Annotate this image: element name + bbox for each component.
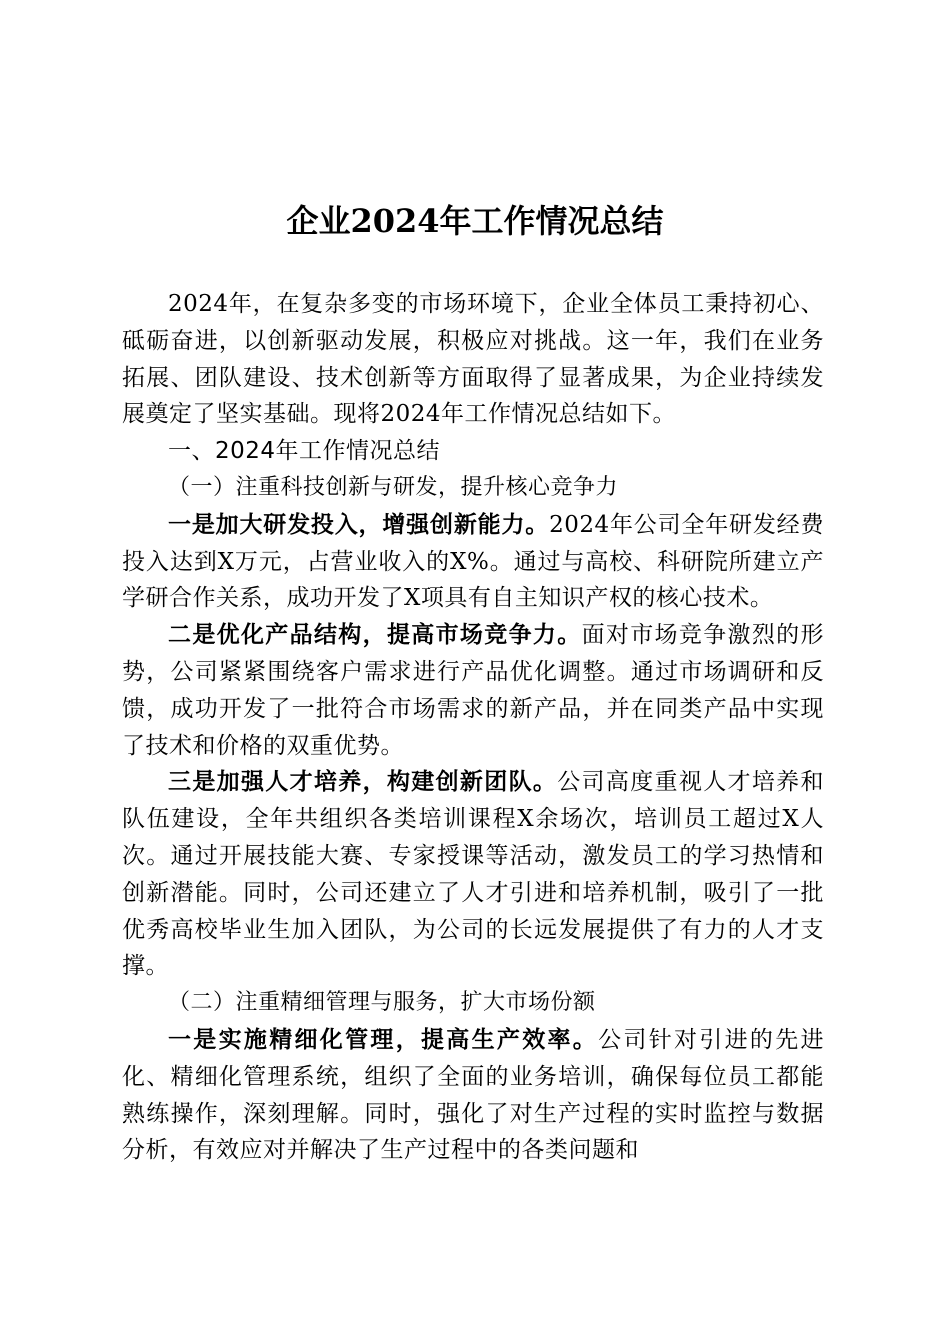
body-paragraph [122,617,824,764]
paragraph-lead: 二是优化产品结构，提高市场竞争力。 [168,622,582,649]
paragraph-lead: 一是加大研发投入，增强创新能力。 [168,511,550,538]
paragraph-text: 面对市场竞争激烈的形势，公司紧紧围绕客户需求进行产品优化调整。通过市场调研和反馈，成功开发了一批符合市场需求的新产品，并在同类产品中实现了技术和价格的双重优势。 [122,622,825,759]
intro-paragraph: 2024年，在复杂多变的市场环境下，企业全体员工秉持初心、砥砺奋进，以创新驱动发展，积极应对挑战。这一年，我们在业务拓展、团队建设、技术创新等方面取得了显著成果，为企业持续发展奠定了坚实基础。现将2024年工作情况总结如下。 [122,291,824,428]
document-body [122,286,824,1169]
section-heading: 一、2024年工作情况总结 [168,438,441,465]
subsection-heading: （一）注重科技创新与研发，提升核心竞争力 [168,474,619,500]
subsection-heading: （二）注重精细管理与服务，扩大市场份额 [168,990,596,1016]
paragraph-lead: 一是实施精细化管理，提高生产效率。 [168,1026,599,1053]
paragraph-text: 公司针对引进的先进化、精细化管理系统，组织了全面的业务培训，确保每位员工都能熟练操作，深刻理解。同时，强化了对生产过程的实时监控与数据分析，有效应对并解决了生产过程中的各类问题和 [122,1026,825,1164]
body-paragraph [122,507,824,617]
body-paragraph [122,764,824,985]
paragraph-lead: 三是加强人才培养，构建创新团队。 [168,769,558,796]
body-paragraph [122,1022,824,1169]
paragraph-text: 公司高度重视人才培养和队伍建设，全年共组织各类培训课程X余场次，培训员工超过X人次。通过开展技能大赛、专家授课等活动，激发员工的学习热情和创新潜能。同时，公司还建立了人才引进和培养机制，吸引了一批优秀高校毕业生加入团队，为公司的长远发展提供了有力的人才支撑。 [122,769,825,980]
paragraph-text: 2024年公司全年研发经费投入达到X万元，占营业收入的X%。通过与高校、科研院所建立产学研合作关系，成功开发了X项具有自主知识产权的核心技术。 [122,511,824,612]
document-title: 企业2024年工作情况总结 [286,202,664,240]
